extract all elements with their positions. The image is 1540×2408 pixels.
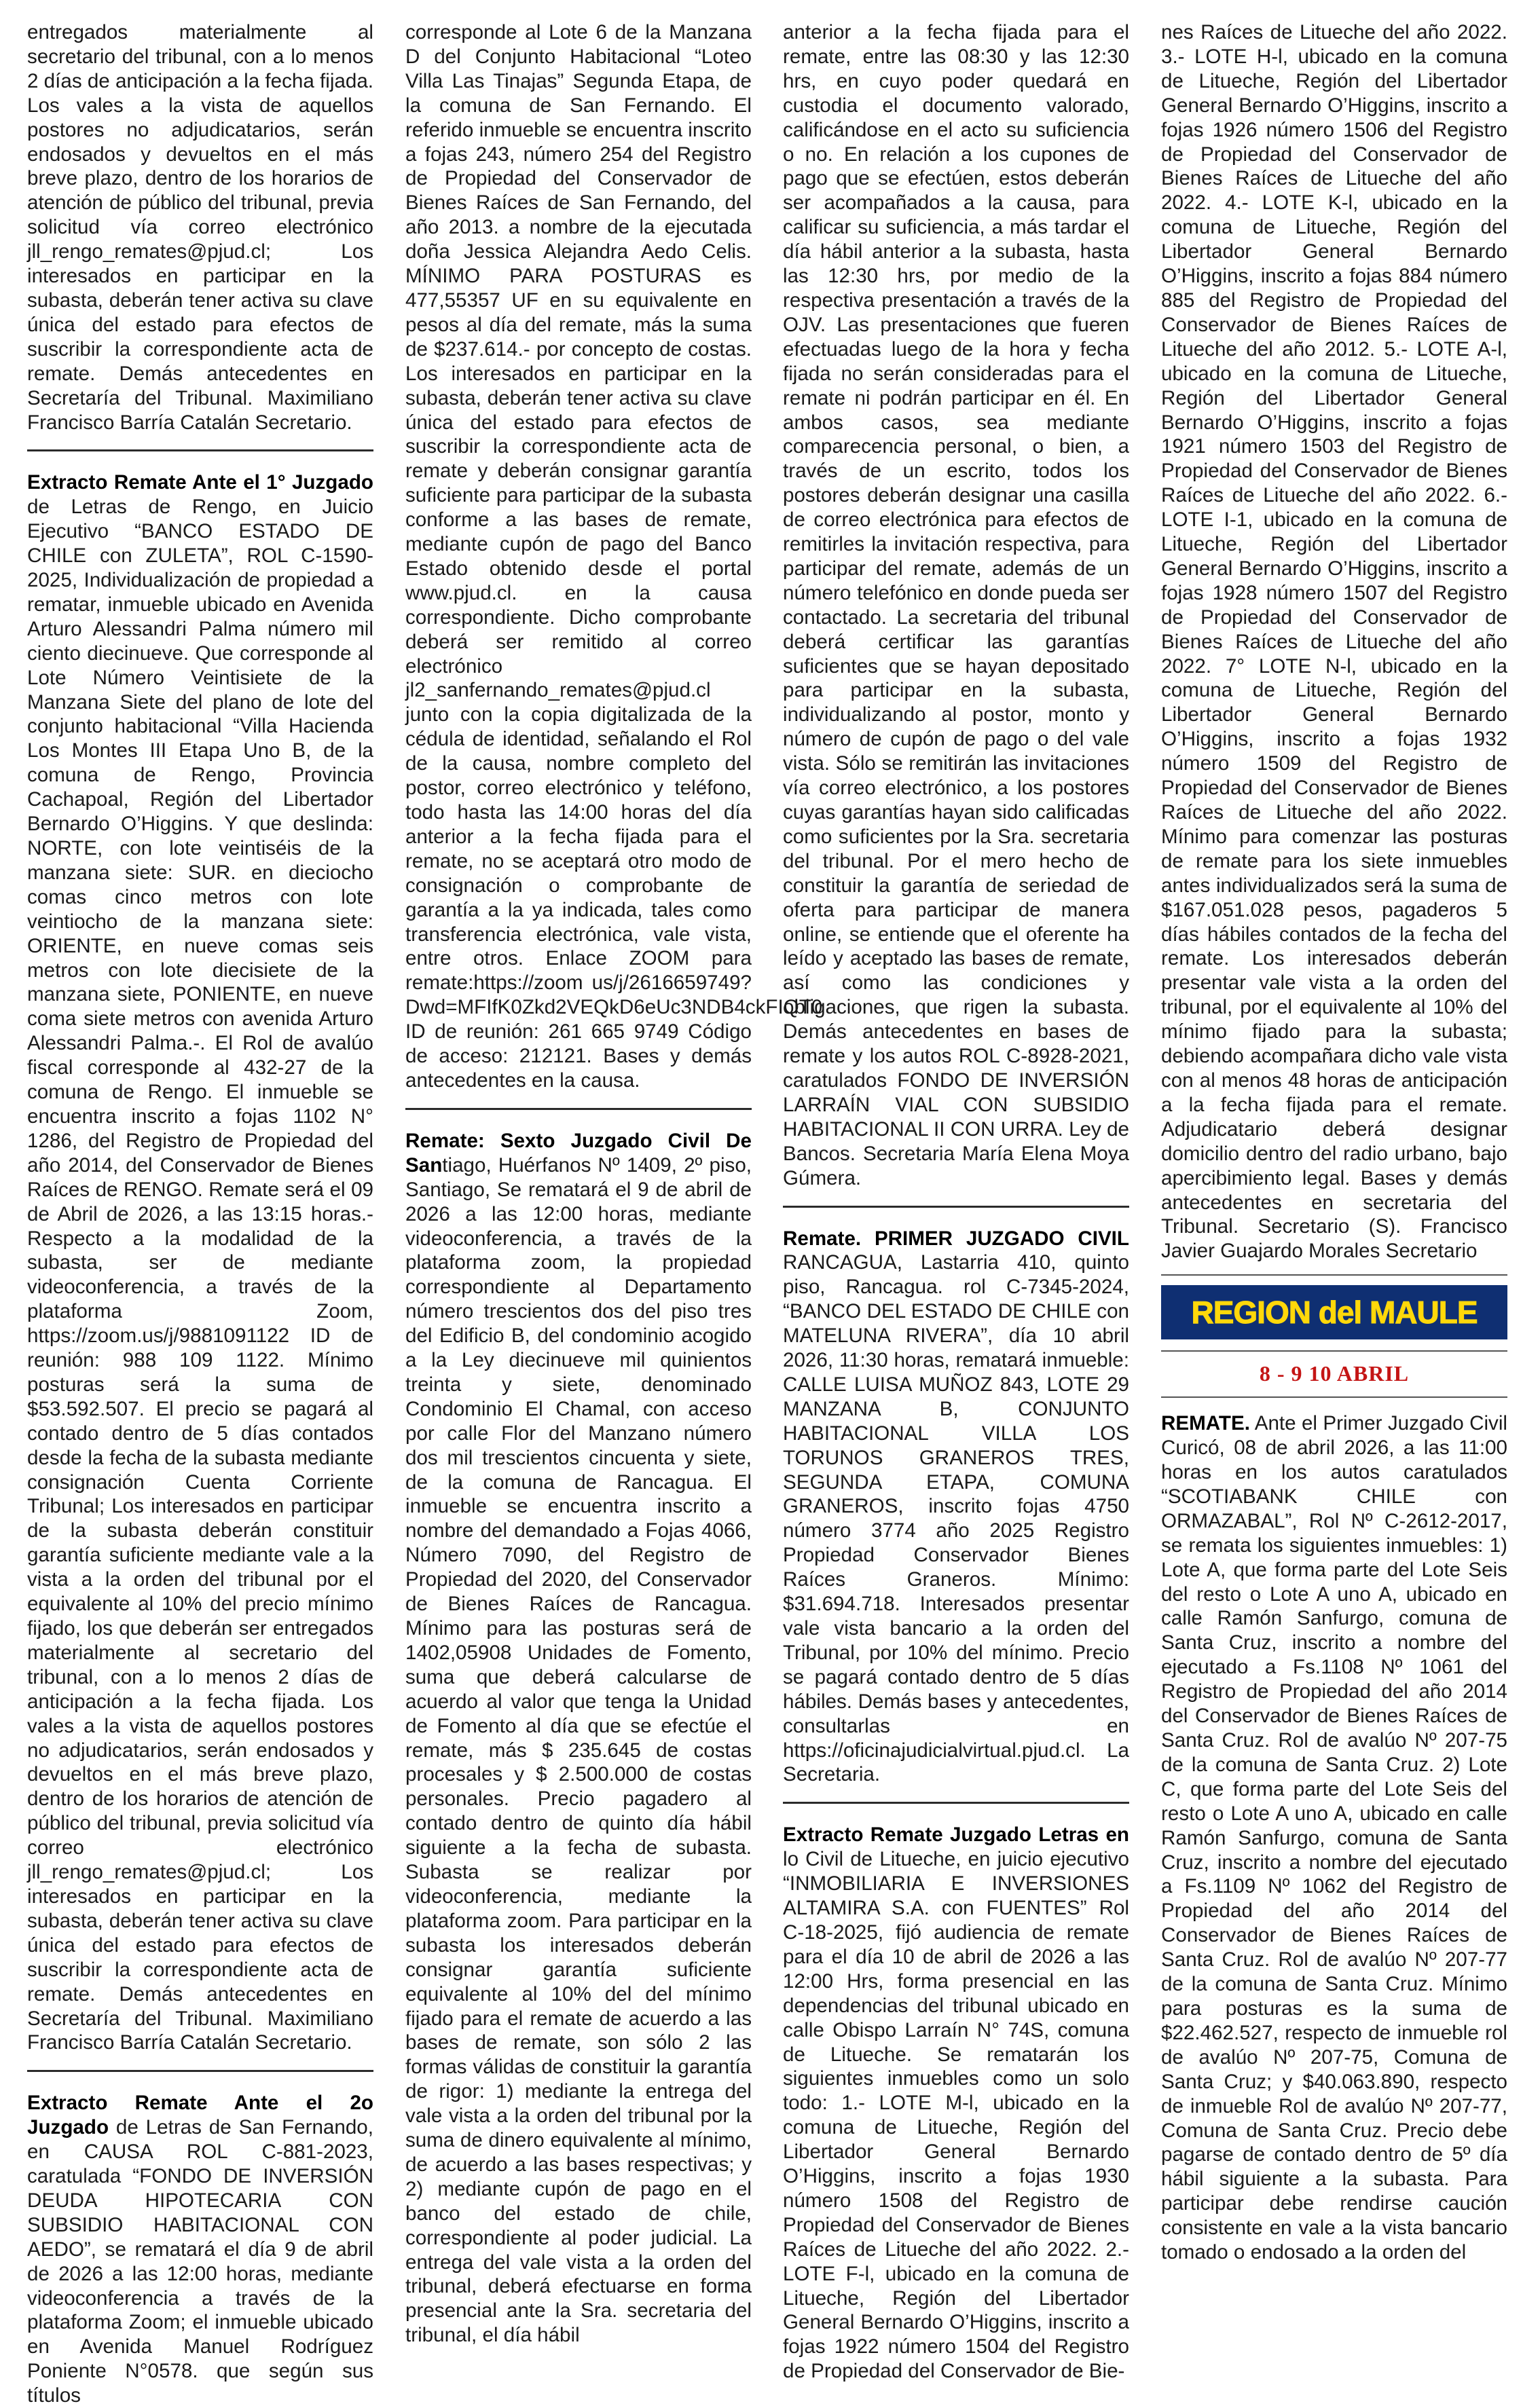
notice-continuation: entregados materialmente al secretario del tribunal, con a lo menos 2 días de anticipación a la fecha fijada. Los vales a la vista de aquellos postores no adjudicatarios, serán endosados y devueltos en el más breve plazo, dentro de los horarios de atención de público del tribunal, previa solicitud vía correo electrónico jll_rengo_remates@pjud.cl; Los interesados en participar en la subasta, deberán tener activa su clave única del estado para efectos de suscribir la correspondiente acta de remate. Demás antecedentes en Secretaría del Tribunal. Maximiliano Francisco Barría Catalán Secretario. [27, 21, 374, 434]
notice-body: Ante el Primer Juzgado Civil Curicó, 08 de abril 2026, a las 11:00 horas en los autos caratulados “SCOTIABANK CHILE con ORMAZABAL”, Rol Nº C-2612-2017, se remata los siguientes inmuebles: 1) Lote A, que forma parte del Lote Seis del resto o Lote A uno A, ubicado en calle Ramón Sanfurgo, comuna de Santa Cruz, inscrito a nombre del ejecutado a Fs.1108 Nº 1061 del Registro de Propiedad del año 2014 del Conservador de Bienes Raíces de Santa Cruz. Rol de avalúo Nº 207-75 de la comuna de Santa Cruz. 2) Lote C, que forma parte del Lote Seis del resto o Lote A uno A, ubicado en calle Ramón Sanfurgo, comuna de Santa Cruz, inscrito a nombre del ejecutado a Fs.1109 Nº 1062 del Registro de Propiedad del año 2014 del Conservador de Bienes Raíces de Santa Cruz. Rol de avalúo Nº 207-77 de la comuna de Santa Cruz. Mínimo para posturas es la suma de $22.462.527, respecto de inmueble rol de avalúo Nº 207-75, Comuna de Santa Cruz; y $40.063.890, respecto de inmueble Rol de avalúo Nº 207-77, Comuna de Santa Cruz. Precio debe pagarse de contado dentro de 5º día hábil siguiente a la subasta. Para participar debe rendirse caución consistente en vale a la vista bancario tomado o endosado a la orden del [1161, 1412, 1507, 2264]
column-3 [783, 20, 1129, 2384]
notice-separator [405, 1108, 752, 1110]
notice-heading: REMATE. [1161, 1412, 1250, 1435]
notice-body: lo Civil de Litueche, en juicio ejecutivo “INMOBILIARIA E INVERSIONES ALTAMIRA S.A. con FUENTES” Rol C-18-2025, fijó audiencia de remate para el día 10 de abril de 2026 a las 12:00 Hrs, forma presencial en las dependencias del tribunal ubicado en calle Obispo Larraín N° 74S, comuna de Litueche. Se rematarán los siguientes inmuebles como un solo todo: 1.- LOTE M-l, ubicado en la comuna de Litueche, Región del Libertador General Bernardo O’Higgins, inscrito a fojas 1930 número 1508 del Registro de Propiedad del Conservador de Bienes Raíces de Litueche del año 2022. 2.- LOTE F-l, ubicado en la comuna de Litueche, Región del Libertador General Bernardo O’Higgins, inscrito a fojas 1922 número 1504 del Registro de Propiedad del Conservador de Bie- [783, 1848, 1129, 2383]
notice-rengo-zuleta [27, 470, 373, 2055]
notice-body: de Letras de San Fernando, en CAUSA ROL C-881-2023, caratulada “FONDO DE INVERSIÓN DEUDA HIPOTECARIA CON SUBSIDIO HABITACIONAL CON AEDO”, se rematará el día 9 de abril de 2026 a las 12:00 horas, mediante videoconferencia a través de la plataforma Zoom; el inmueble ubicado en Avenida Manuel Rodríguez Poniente N°0578. que según sus títulos [27, 2116, 373, 2407]
column-1 [27, 20, 373, 2408]
section-rule [1161, 1274, 1507, 1276]
notice-heading: Extracto Remate Ante el 1° Juzgado [27, 471, 373, 494]
notice-curico-ormazabal [1161, 1411, 1507, 2265]
column-2 [405, 20, 823, 2348]
notice-heading: Extracto Remate Juzgado Letras en [783, 1823, 1129, 1847]
section-rule [1161, 1396, 1507, 1398]
notice-separator [27, 2070, 373, 2072]
notice-sexto-juzgado-santiago [405, 1129, 752, 2348]
notice-separator [783, 1206, 1129, 1208]
notice-continuation: nes Raíces de Litueche del año 2022. 3.- LOTE H-l, ubicado en la comuna de Litueche, Región del Libertador General Bernardo O’Higgins, inscrito a fojas 1926 número 1506 del Registro de Propiedad del Conservador de Bienes Raíces de Litueche del año 2022. 4.- LOTE K-l, ubicado en la comuna de Litueche, Región del Libertador General Bernardo O’Higgins, inscrito a fojas 884 número 885 del Registro de Propiedad del Conservador de Bienes Raíces de Litueche del año 2012. 5.- LOTE A-l, ubicado en la comuna de Litueche, Región del Libertador General Bernardo O’Higgins, inscrito a fojas 1921 número 1503 del Registro de Propiedad del Conservador de Bienes Raíces de Litueche del año 2022. 6.- LOTE I-1, ubicado en la comuna de Litueche, Región del Libertador General Bernardo O’Higgins, inscrito a fojas 1928 número 1507 del Registro de Propiedad del Conservador de Bienes Raíces de Litueche del año 2022. 7° LOTE N-l, ubicado en la comuna de Litueche, Región del Libertador General Bernardo O’Higgins, inscrito a fojas 1932 número 1509 del Registro de Propiedad del Conservador de Bienes Raíces de Litueche del año 2022. Mínimo para comenzar las posturas de remate para los siete inmuebles antes individualizados será la suma de $167.051.028 pesos, pagaderos 5 días hábiles contados de la fecha del remate. Los interesados deberán presentar vale vista a la orden del tribunal, por el equivalente al 10% del mínimo fijado para la subasta; debiendo acompañara dicho vale vista con al menos 48 horas de anticipación a la fecha fijada para el remate. Adjudicatario deberá designar domicilio dentro del radio urbano, bajo apercibimiento legal. Bases y demás antecedentes en secretaria del Tribunal. Secretario (S). Francisco Javier Guajardo Morales Secretario [1161, 21, 1507, 1263]
column-4 [1161, 20, 1507, 2265]
notice-separator [27, 449, 373, 451]
notice-body: tiago, Huérfanos Nº 1409, 2º piso, Santiago, Se rematará el 9 de abril de 2026 a las 12:00 horas, mediante videoconferencia, a través de la plataforma zoom, la propiedad correspondiente al Departamento número trescientos dos del piso tres del Edificio B, del condominio acogido a la Ley diecinueve mil quinientos treinta y siete, denominado Condominio El Chamal, con acceso por calle Flor del Manzano número dos mil trescientos cincuenta y siete, de la comuna de Rancagua. El inmueble se encuentra inscrito a nombre del demandado a Fojas 4066, Número 7090, del Registro de Propiedad del 2020, del Conservador de Bienes Raíces de Rancagua. Mínimo para las posturas será de 1402,05908 Unidades de Fomento, suma que deberá calcularse de acuerdo al valor que tenga la Unidad de Fomento al día que se efectúe el remate, más $ 235.645 de costas procesales y $ 2.500.000 de costas personales. Precio pagadero al contado dentro de quinto día hábil siguiente a la fecha de subasta. Subasta se realizar por videoconferencia, mediante la plataforma zoom. Para participar en la subasta los interesados deberán consignar garantía suficiente equivalente al 10% del del mínimo fijado para el remate de acuerdo a las bases de remate, son sólo 2 las formas válidas de constituir la garantía de rigor: 1) mediante la entrega del vale vista a la orden del tribunal por la suma de dinero equivalente al mínimo, de acuerdo a las bases respectivas; y 2) mediante cupón de pago en el banco del estado de chile, correspondiente al poder judicial. La entrega del vale vista a la orden del tribunal, deberá efectuarse en forma presencial ante la Sra. secretaria del tribunal, el día hábil [405, 1153, 752, 2347]
notice-continuation: anterior a la fecha fijada para el remate, entre las 08:30 y las 12:30 hrs, en cuyo poder quedará en custodia el documento valorado, calificándose en el acto su suficiencia o no. En relación a los cupones de pago que se efectúen, estos deberán ser acompañados a la causa, para calificar su suficiencia, a más tardar el día hábil anterior a la subasta, hasta las 12:30 hrs, por medio de la respectiva presentación a través de la OJV. Las presentaciones que fueren efectuadas luego de la hora y fecha fijada no serán consideradas para el remate ni podrán participar en él. En ambos casos, sea mediante comparecencia personal, o bien, a través de un escrito, todos los postores deberán designar una casilla de correo electrónica para efectos de remitirles la invitación respectiva, para participar del remate, además de un número telefónico en donde pueda ser contactado. La secretaria del tribunal deberá certificar las garantías suficientes que se hayan depositado para participar en la subasta, individualizando al postor, monto y número de cupón de pago o del vale vista. Sólo se remitirán las invitaciones vía correo electrónico, a los postores cuyas garantías hayan sido calificadas como suficientes por la Sra. secretaria del tribunal. Por el mero hecho de constituir la garantía de seriedad de oferta para participar de manera online, se entiende que el oferente ha leído y aceptado las bases de remate, así como las condiciones y obligaciones, que rigen la subasta. Demás antecedentes en bases de remate y los autos ROL C-8928-2021, caratulados FONDO DE INVERSIÓN LARRAÍN VIAL CON SUBSIDIO HABITACIONAL II CON URRA. Ley de Bancos. Secretaria María Elena Moya Gúmera. [783, 21, 1129, 1189]
publication-dates: 8 - 9 10 ABRIL [1259, 1361, 1410, 1386]
notice-continuation: corresponde al Lote 6 de la Manzana D del Conjunto Habitacional “Loteo Villa Las Tinajas” Segunda Etapa, de la comuna de San Fernando. El referido inmueble se encuentra inscrito a fojas 243, número 254 del Registro de Propiedad del Conservador de Bienes Raíces de San Fernando, del año 2013. a nombre de la ejecutada doña Jessica Alejandra Aedo Celis. MÍNIMO PARA POSTURAS es 477,55357 UF en su equivalente en pesos al día del remate, más la suma de $237.614.- por concepto de costas. Los interesados en participar en la subasta, deberán tener activa su clave única del estado para efectos de suscribir la correspondiente acta de remate y deberán consignar garantía suficiente para participar de la subasta conforme a las bases de remate, mediante cupón de pago del Banco Estado obtenido desde el portal www.pjud.cl. en la causa correspondiente. Dicho comprobante deberá ser remitido al correo electrónico jl2_sanfernando_remates@pjud.cl junto con la copia digitalizada de la cédula de identidad, señalando el Rol de la causa, nombre completo del postor, correo electrónico y teléfono, todo hasta las 14:00 horas del día anterior a la fecha fijada para el remate, no se aceptará otro modo de consignación o comprobante de garantía a la ya indicada, tales como transferencia electrónica, vale vista, entre otros. Enlace ZOOM para remate:https://zoom us/j/2616659749?Dwd=MFIfK0Zkd2VEQkD6eUc3NDB4ckFIQT0 ID de reunión: 261 665 9749 Código de acceso: 212121. Bases y demás antecedentes en la causa. [405, 21, 823, 1092]
notice-body: RANCAGUA, Lastarria 410, quinto piso, Rancagua. rol C-7345-2024, “BANCO DEL ESTADO DE CHILE con MATELUNA RIVERA”, día 10 abril 2026, 11:30 horas, rematará inmueble: CALLE LUISA MUÑOZ 843, LOTE 29 MANZANA B, CONJUNTO HABITACIONAL VILLA LOS TORUNOS GRANEROS TRES, SEGUNDA ETAPA, COMUNA GRANEROS, inscrito fojas 4750 número 3774 año 2025 Registro Propiedad Conservador Bienes Raíces Graneros. Mínimo: $31.694.718. Interesados presentar vale vista bancario a la orden del Tribunal, por 10% del mínimo. Precio se pagará contado dentro de 5 días hábiles. Demás bases y antecedentes, consultarlas en https://oficinajudicialvirtual.pjud.cl. La Secretaria. [783, 1251, 1129, 1786]
notice-rancagua-mateluna [783, 1227, 1129, 1788]
notice-body: de Letras de Rengo, en Juicio Ejecutivo “BANCO ESTADO DE CHILE con ZULETA”, ROL C-1590-2025, Individualización de propiedad a rematar, inmueble ubicado en Avenida Arturo Alessandri Palma número mil ciento diecinueve. Que corresponde al Lote Número Veintisiete de la Manzana Siete del plano de lote del conjunto habitacional “Villa Hacienda Los Montes III Etapa Uno B, de la comuna de Rengo, Provincia Cachapoal, Región del Libertador Bernardo O’Higgins. Y que deslinda: NORTE, con lote veintiséis de la manzana siete: SUR. en dieciocho comas cinco metros con lote veintiocho de la manzana siete: ORIENTE, en nueve comas seis metros con lote diecisiete de la manzana siete, PONIENTE, en nueve coma siete metros con avenida Arturo Alessandri Palma.-. El Rol de avalúo fiscal corresponde al 432-27 de la comuna de Rengo. El inmueble se encuentra inscrito a fojas 1102 N° 1286, del Registro de Propiedad del año 2014, del Conservador de Bienes Raíces de RENGO. Remate será el 09 de Abril de 2026, a las 13:15 horas.- Respecto a la modalidad de la subasta, ser de mediante videoconferencia, a través de la plataforma Zoom, https://zoom.us/j/9881091122 ID de reunión: 988 109 1122. Mínimo posturas será la suma de $53.592.507. El precio se pagará al contado dentro de 5 días contados desde la fecha de la subasta mediante consignación Cuenta Corriente Tribunal; Los interesados en participar de la subasta deberán constituir garantía suficiente mediante vale a la vista a la orden del tribunal por el equivalente al 10% del precio mínimo fijado, los que deberán ser entregados materialmente al secretario del tribunal, con a lo menos 2 días de anticipación a la fecha fijada. Los vales a la vista de aquellos postores no adjudicatarios, serán endosados y devueltos en el más breve plazo, dentro de los horarios de atención de público del tribunal, previa solicitud vía correo electrónico jll_rengo_remates@pjud.cl; Los interesados en participar en la subasta, deberán tener activa su clave única del estado para efectos de suscribir la correspondiente acta de remate. Demás antecedentes en Secretaría del Tribunal. Maximiliano Francisco Barría Catalán Secretario. [27, 496, 373, 2054]
notice-san-fernando-aedo [27, 2091, 373, 2408]
region-banner: REGION del MAULE [1161, 1285, 1507, 1339]
notice-heading: Remate. PRIMER JUZGADO CIVIL [783, 1227, 1129, 1250]
notice-heading: Remate: Sexto Juzgado Civil De San [405, 1129, 752, 1177]
section-rule [1161, 1350, 1507, 1352]
notice-separator [783, 1802, 1129, 1804]
notice-litueche-fuentes [783, 1823, 1129, 2384]
notice-heading: Extracto Remate Ante el 2o Juzgado [27, 2092, 373, 2139]
